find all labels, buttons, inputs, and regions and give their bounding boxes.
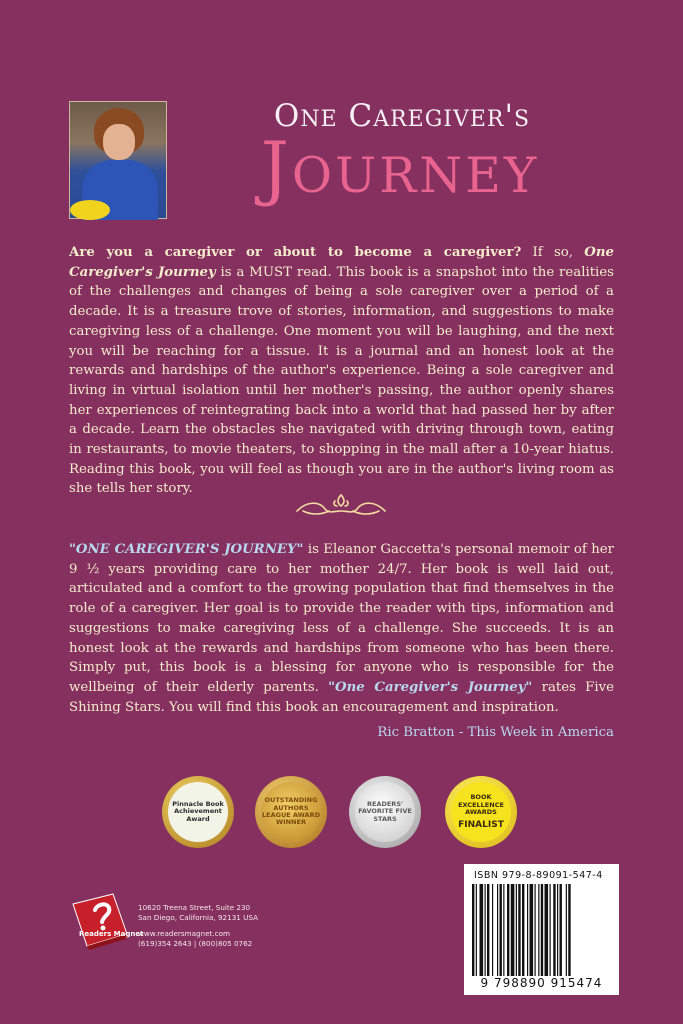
award-badge-readers-favorite-text: READERS' FAVORITE FIVE STARS <box>355 782 415 842</box>
review-title-caps: "ONE CAREGIVER'S JOURNEY" <box>69 542 304 557</box>
book-description <box>69 243 614 499</box>
award-badge-book-excellence-text <box>451 782 511 842</box>
publisher-logo-text: Readers Magnet <box>79 930 144 938</box>
publisher-phone: (619)354 2643 | (800)805 0762 <box>138 939 253 948</box>
award-badge-pinnacle <box>162 776 234 848</box>
award-badge-book-excellence-main: FINALIST <box>458 819 504 830</box>
award-badge-pinnacle-text: Pinnacle Book Achievement Award <box>168 782 228 842</box>
barcode-digits: 9 798890 915474 <box>480 976 603 990</box>
award-badge-book-excellence-top: BOOK EXCELLENCE AWARDS <box>458 793 504 817</box>
publisher-website: www.readersmagnet.com <box>138 929 230 938</box>
review-text-1: is Eleanor Gaccetta's personal memoir of her 9 ½ years providing care to her mother 24/7. Her book is well laid out, articulated and a comfort to the growing population that find themselves in the role of a caregiver. Her goal is to provide the reader with tips, information and suggestions to make caregiving less of a challenge. She succeeds. It is an honest look at the rewards and hardships from someone who has been there. Simply put, this book is a blessing for anyone who is responsible for the wellbeing of their elderly parents. <box>69 542 614 695</box>
review-text-2: rates Five Shining Stars. You will find this book an encouragement and inspiration. <box>69 679 614 715</box>
award-badge-outstanding-authors-text: OUTSTANDING AUTHORS LEAGUE AWARD WINNER <box>261 782 321 842</box>
publisher-address-1: 10620 Treena Street, Suite 230 <box>138 903 251 912</box>
publisher-address-2: San Diego, California, 92131 USA <box>138 913 259 922</box>
description-book-title: One Caregiver's Journey <box>69 245 614 280</box>
book-title-main: Journey <box>260 127 540 209</box>
author-photo <box>69 101 167 219</box>
award-badge-readers-favorite <box>349 776 421 848</box>
publisher-info <box>138 903 338 949</box>
description-text-1: If so, <box>521 245 585 260</box>
isbn-label: ISBN 979-8-89091-547-4 <box>474 870 603 881</box>
book-review <box>69 540 614 717</box>
review-title-italic: "One Caregiver's Journey" <box>328 679 533 695</box>
award-badge-book-excellence <box>445 776 517 848</box>
publisher-logo-icon <box>69 890 144 950</box>
ornament-divider-icon <box>295 489 387 519</box>
review-byline: Ric Bratton - This Week in America <box>377 725 614 740</box>
barcode-icon <box>472 884 612 976</box>
book-title-top: One Caregiver's <box>273 98 531 134</box>
description-lead: Are you a caregiver or about to become a caregiver? <box>69 245 522 260</box>
description-text-2: is a MUST read. This book is a snapshot into the realities of the challenges and changes of being a sole caregiver over a period of a decade. It is a treasure trove of stories, information, and suggestions to make caregiving less of a challenge. One moment you will be laughing, and the next you will be reaching for a tissue. It is a journal and an honest look at the rewards and hardships of the author's experience. Being a sole caregiver and living in virtual isolation until her mother's passing, the author openly shares her experiences of reintegrating back into a world that had passed her by after a decade. Learn the obstacles she navigated with driving through town, eating in restaurants, to movie theaters, to shopping in the mall after a 10-year hiatus. Reading this book, you will feel as though you are in the author's living room as she tells her story. <box>69 264 615 497</box>
award-badge-outstanding-authors <box>255 776 327 848</box>
isbn-barcode <box>464 864 619 995</box>
